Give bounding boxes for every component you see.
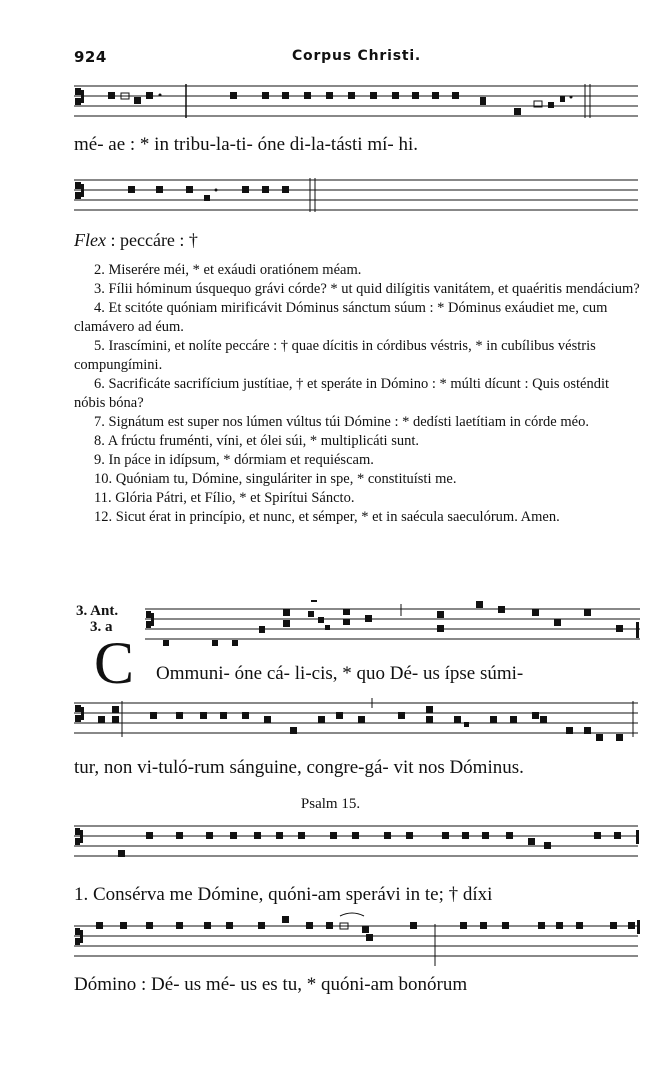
neumes-1 (108, 92, 573, 115)
drop-cap-initial: C (94, 630, 135, 696)
antiphon-mode: 3. a (90, 619, 113, 635)
verse: 7. Signátum est super nos lúmen vúltus túi Dómine : * dedísti laetítiam in córde méo. (94, 414, 589, 430)
verse: 11. Glória Pátri, et Fílio, * et Spirítui Sáncto. (94, 490, 355, 506)
verse: 10. Quóniam tu, Dómine, singuláriter in spe, * constituísti me. (94, 471, 457, 487)
antiphon-lyric-2: tur, non vi-tuló-rum sánguine, congre-gá- vit nos Dóminus. (74, 757, 524, 778)
neumes-5 (118, 830, 639, 857)
verse: 6. Sacrificáte sacrifícium justítiae, † et speráte in Dómino : * múlti dícunt : Quis osténdit nóbis bóna? (74, 376, 610, 411)
verse: 9. In páce in idípsum, * dórmiam et requiéscam. (94, 452, 374, 468)
flex-line (74, 230, 198, 251)
staff-2 (74, 178, 638, 212)
psalm-lyric-1: 1. Consérva me Dómine, quóni-am sperávi in te; † díxi (74, 884, 493, 905)
antiphon-number: 3. Ant. (76, 603, 119, 619)
staff-3 (145, 604, 640, 639)
verse: 2. Miserére méi, * et exáudi oratiónem méam. (94, 262, 362, 278)
staff-4 (74, 698, 638, 737)
antiphon-lyric-1: Ommuni- óne cá- li-cis, * quo Dé- us ípse súmi- (156, 663, 524, 684)
neumes-2 (128, 186, 289, 201)
staff-1 (74, 84, 638, 118)
staff-6 (74, 913, 638, 966)
verse: 12. Sicut érat in princípio, et nunc, et sémper, * et in saécula saeculórum. Amen. (94, 509, 560, 525)
flex-text: : peccáre : † (110, 230, 198, 250)
psalm-title: Psalm 15. (300, 796, 361, 812)
flex-label: Flex (74, 230, 106, 250)
running-title: Corpus Christi. (291, 48, 422, 64)
verse-list (74, 261, 640, 527)
verse: 5. Irascímini, et nolíte peccáre : † quae dícitis in córdibus véstris, * in cubílibus véstris compungímini. (74, 338, 596, 373)
lyric-line-1: mé- ae : * in tribu-la-ti- óne di-la-tásti mí- hi. (74, 134, 419, 155)
psalm-lyric-2: Dómino : Dé- us mé- us es tu, * quóni-am bonórum (74, 974, 468, 995)
verse: 8. A frúctu fruménti, víni, et ólei súi, * multiplicáti sunt. (94, 433, 420, 449)
page-number: 924 (74, 48, 107, 66)
verse: 4. Et scitóte quóniam mirificávit Dóminus sánctum súum : * Dóminus exáudiet me, cum clamávero ad éum. (74, 300, 608, 335)
verse: 3. Fílii hóminum úsquequo grávi córde? * ut quid dilígitis vanitátem, et quaéritis mendácium? (94, 281, 640, 297)
neumes-6 (96, 916, 640, 941)
staff-5 (74, 826, 638, 856)
